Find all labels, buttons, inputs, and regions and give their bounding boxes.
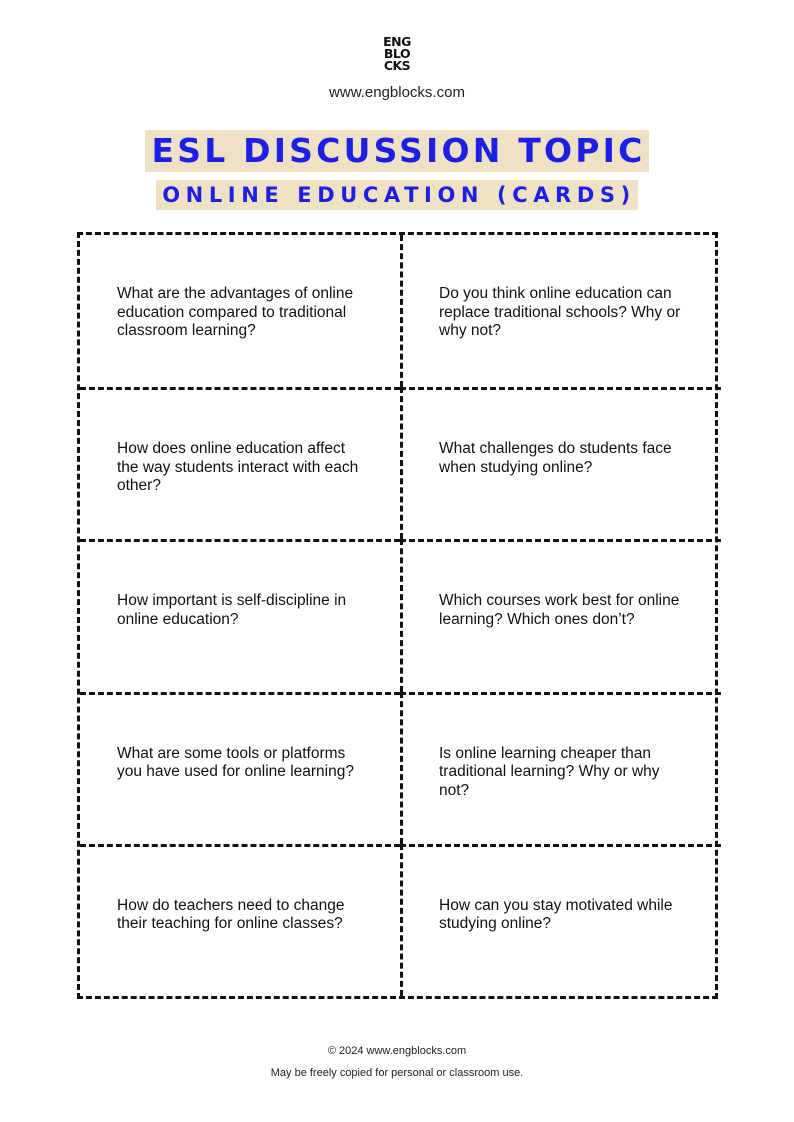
discussion-card: What challenges do students face when studying online? <box>400 387 721 539</box>
discussion-card: Do you think online education can replace traditional schools? Why or why not? <box>400 235 721 387</box>
site-url: www.engblocks.com <box>329 84 465 101</box>
logo-line: ENG <box>383 34 411 49</box>
engblocks-logo <box>0 36 794 72</box>
logo-line: BLO <box>383 46 411 61</box>
discussion-card: How can you stay motivated while studying online? <box>400 844 721 996</box>
discussion-cards-grid <box>77 232 718 999</box>
page-title: ESL DISCUSSION TOPIC <box>145 130 648 172</box>
discussion-card: Is online learning cheaper than traditional learning? Why or why not? <box>400 692 721 844</box>
discussion-card: Which courses work best for online learning? Which ones don’t? <box>400 539 721 691</box>
copyright-notice: © 2024 www.engblocks.com <box>327 1045 467 1057</box>
license-notice: May be freely copied for personal or classroom use. <box>270 1067 524 1079</box>
discussion-card: How does online education affect the way students interact with each other? <box>80 387 400 539</box>
discussion-card: How important is self-discipline in online education? <box>80 539 400 691</box>
discussion-card: How do teachers need to change their teaching for online classes? <box>80 844 400 996</box>
logo-line: CKS <box>383 58 411 73</box>
page-subtitle: ONLINE EDUCATION (CARDS) <box>156 180 638 210</box>
discussion-card: What are some tools or platforms you have used for online learning? <box>80 692 400 844</box>
discussion-card: What are the advantages of online education compared to traditional classroom learning? <box>117 285 354 339</box>
